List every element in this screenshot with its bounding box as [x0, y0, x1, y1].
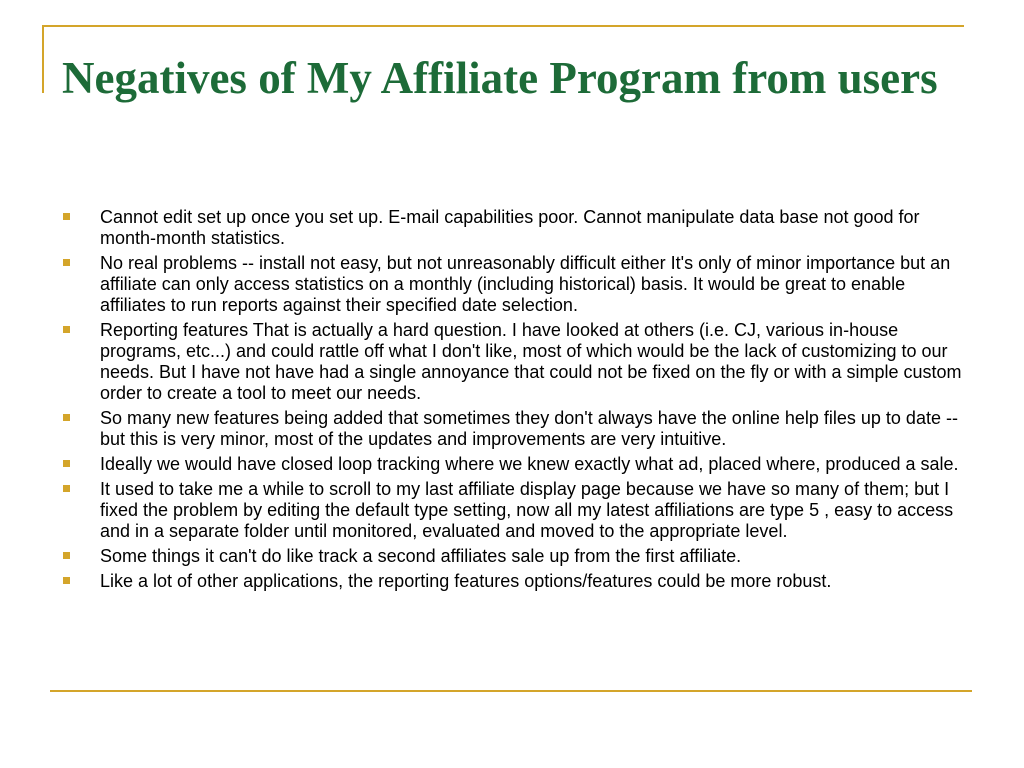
slide-title: Negatives of My Affiliate Program from users	[62, 53, 938, 103]
bullet-text: Some things it can't do like track a second affiliates sale up from the first affiliate.	[100, 546, 742, 566]
bullet-item	[62, 479, 962, 542]
bullet-item	[62, 253, 962, 316]
top-divider	[42, 25, 964, 27]
bullet-text: Cannot edit set up once you set up. E-mail capabilities poor. Cannot manipulate data base not good for month-month statistics.	[100, 207, 920, 248]
square-bullet-icon	[63, 414, 70, 421]
square-bullet-icon	[63, 213, 70, 220]
square-bullet-icon	[63, 460, 70, 467]
bullet-text: So many new features being added that sometimes they don't always have the online help files up to date -- but this is very minor, most of the updates and improvements are very intuitive.	[100, 408, 958, 449]
bullet-item	[62, 320, 962, 404]
bullet-text: Ideally we would have closed loop tracking where we knew exactly what ad, placed where, produced a sale.	[100, 454, 959, 474]
bullet-text: Reporting features That is actually a hard question. I have looked at others (i.e. CJ, various in-house programs, etc...) and could rattle off what I don't like, most of which would be the lack of customizing to our needs. But I have not have had a single annoyance that could not be fixed on the fly or with a simple custom order to create a tool to meet our needs.	[100, 320, 962, 403]
bullet-item	[62, 546, 962, 567]
square-bullet-icon	[63, 326, 70, 333]
bullet-item	[62, 207, 962, 249]
square-bullet-icon	[63, 485, 70, 492]
square-bullet-icon	[63, 552, 70, 559]
bullet-item	[62, 408, 962, 450]
bullet-text: Like a lot of other applications, the reporting features options/features could be more robust.	[100, 571, 832, 591]
bullet-text: No real problems -- install not easy, but not unreasonably difficult either It's only of minor importance but an affiliate can only access statistics on a monthly (including historical) basis. It would be great to enable affiliates to run reports against their specified date selection.	[100, 253, 951, 315]
bullet-item	[62, 454, 962, 475]
bullet-text: It used to take me a while to scroll to my last affiliate display page because we have so many of them; but I fixed the problem by editing the default type setting, now all my latest affiliations are type 5 , easy to access and in a separate folder until monitored, evaluated and moved to the appropriate level.	[100, 479, 954, 541]
left-divider	[42, 25, 44, 93]
square-bullet-icon	[63, 577, 70, 584]
bottom-divider	[50, 690, 972, 692]
bullet-item	[62, 571, 962, 592]
bullet-list	[62, 207, 962, 596]
square-bullet-icon	[63, 259, 70, 266]
